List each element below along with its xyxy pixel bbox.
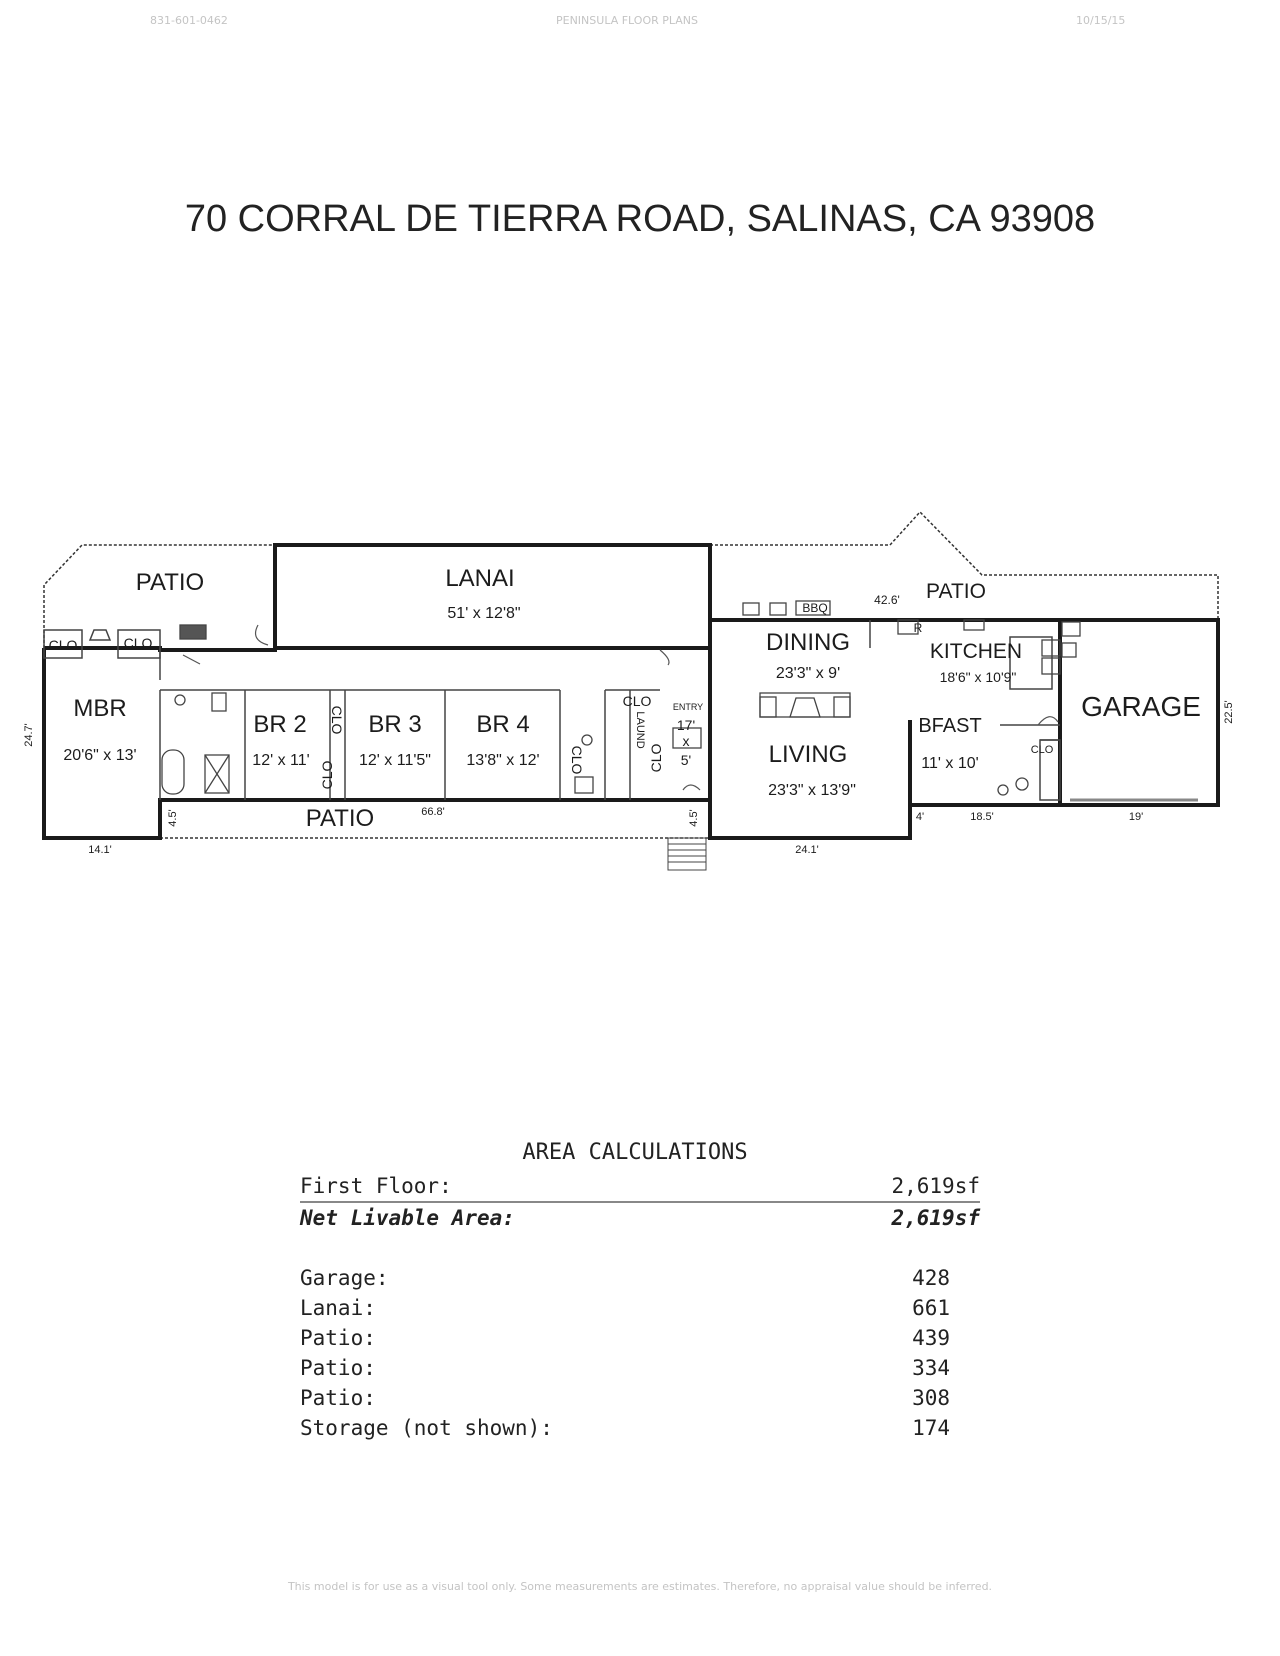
label-closet-e: CLO [622,693,652,709]
label-br4: BR 4 [476,711,530,738]
header-company: PENINSULA FLOOR PLANS [556,14,698,27]
label-lanai: LANAI [445,565,515,592]
area-value: 428 [912,1266,950,1290]
area-label: Patio: [300,1356,376,1380]
dim-patio-depth-left: 4.5' [167,809,179,827]
dim-patio-depth-right: 4.5' [688,809,700,827]
dim-entry-b: 5' [680,752,692,768]
label-closet-a: CLO [329,705,345,735]
label-patio-nw: PATIO [135,569,205,596]
area-value: 661 [912,1296,950,1320]
label-closet-c: CLO [569,745,585,775]
label-bbq: BBQ [802,601,828,615]
label-closet-d: CLO [648,743,664,773]
label-patio-south: PATIO [305,805,375,832]
label-refrigerator: R [913,621,923,635]
dim-left-height: 24.7' [23,723,35,747]
label-closet-1: CLO [48,637,78,653]
area-value: 2,619sf [891,1174,980,1198]
header-date: 10/15/15 [1076,14,1126,27]
label-kitchen: KITCHEN [929,640,1023,663]
label-garage: GARAGE [1081,691,1201,722]
dim-patio-ne: 42.6' [874,593,900,607]
entry-stairs [668,838,706,870]
area-label: First Floor: [300,1174,452,1198]
dim-patio-length: 66.8' [421,806,445,818]
dim-br2: 12' x 11' [252,752,310,769]
dim-kitchen: 18'6" x 10'9" [939,669,1017,685]
label-closet-2: CLO [123,635,153,651]
area-row [300,1263,980,1293]
label-br2: BR 2 [253,711,307,738]
area-row [300,1353,980,1383]
label-br3: BR 3 [368,711,422,738]
label-mbr: MBR [73,695,127,722]
header-phone: 831-601-0462 [150,14,228,27]
area-row-net [300,1203,980,1233]
dim-bfast-width: 18.5' [970,811,994,823]
dim-entry-x: x [682,733,690,749]
dim-living-width: 24.1' [795,844,819,856]
outdoor-outlines [44,512,1218,838]
label-dining: DINING [766,629,850,656]
label-living: LIVING [768,741,848,768]
area-value: 334 [912,1356,950,1380]
label-entry: ENTRY [672,702,704,712]
label-patio-ne: PATIO [926,580,986,603]
area-row [300,1293,980,1323]
area-row [300,1413,980,1443]
area-label: Garage: [300,1266,389,1290]
dim-living: 23'3" x 13'9" [768,782,856,799]
dim-lanai: 51' x 12'8" [447,605,521,622]
dim-br4: 13'8" x 12' [466,752,540,769]
disclaimer-footer: This model is for use as a visual tool only. Some measurements are estimates. Therefore, no appraisal value should be inferred. [287,1580,993,1593]
area-label: Net Livable Area: [300,1206,515,1230]
dim-garage-width: 19' [1128,811,1144,823]
dim-bfast: 11' x 10' [921,755,979,772]
exterior-walls [44,545,1218,838]
lanai-walls [275,545,710,648]
area-label: Patio: [300,1326,376,1350]
area-row [300,1323,980,1353]
area-row-first-floor [300,1171,980,1203]
area-label: Storage (not shown): [300,1416,553,1440]
dim-mbr: 20'6" x 13' [63,747,137,764]
area-label: Patio: [300,1386,376,1410]
area-value: 2,619sf [891,1206,980,1230]
dim-dining: 23'3" x 9' [775,665,841,682]
label-closet-f: CLO [1030,744,1054,756]
dim-right-height: 22.5' [1223,700,1235,724]
label-laundry: LAUND [634,711,646,749]
area-value: 308 [912,1386,950,1410]
area-heading: AREA CALCULATIONS [522,1140,748,1165]
dim-step: 4' [915,811,925,823]
property-address-title: 70 CORRAL DE TIERRA ROAD, SALINAS, CA 93908 [184,198,1096,240]
dim-br3: 12' x 11'5" [359,752,431,769]
dim-mbr-width: 14.1' [88,844,112,856]
area-value: 439 [912,1326,950,1350]
label-bfast: BFAST [918,715,982,737]
area-label: Lanai: [300,1296,376,1320]
area-calculations [300,1140,980,1443]
label-closet-b: CLO [319,760,335,790]
area-row [300,1383,980,1413]
dim-entry-a: 17' [676,717,696,733]
area-value: 174 [912,1416,950,1440]
